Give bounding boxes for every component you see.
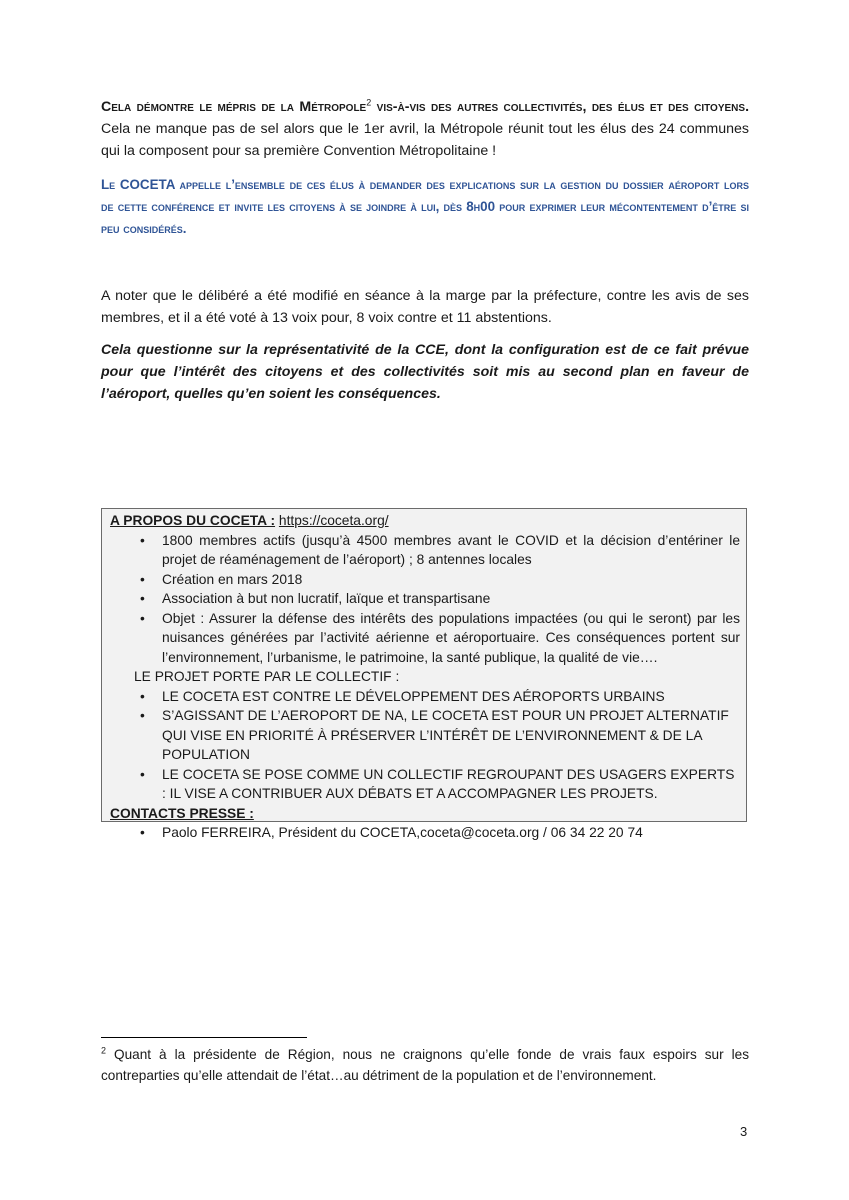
project-item: • LE COCETA SE POSE COMME UN COLLECTIF REGROUPANT DES USAGERS EXPERTS : IL VISE A CONTRIBUER AUX DÉBATS ET A ACCOMPAGNER LES PROJETS. bbox=[162, 765, 740, 804]
about-item: • 1800 membres actifs (jusqu’à 4500 membres avant le COVID et la décision d’entériner le projet de réaménagement de l’aéroport) ; 8 antennes locales bbox=[162, 531, 740, 570]
paragraph-call-to-action: Le COCETA appelle l’ensemble de ces élus à demander des explications sur la gestion du dossier aéroport lors de cette conférence et invite les citoyens à se joindre à lui, dès 8h00 pour exprimer leur mécontentement d’être si peu considérés. bbox=[101, 177, 749, 236]
footnote-marker: 2 bbox=[101, 1045, 107, 1056]
about-list bbox=[110, 531, 740, 668]
about-item: • Objet : Assurer la défense des intérêts des populations impactées (ou qui le seront) par les nuisances générées par l’activité aérienne et aéroportuaire. Ces conséquences portent sur l’environnement, l’urbanisme, le patrimoine, la santé publique, la qualité de vie…. bbox=[162, 609, 740, 668]
page-number: 3 bbox=[740, 1124, 748, 1139]
contacts-list bbox=[110, 823, 740, 843]
paragraph-lead: Cela démontre le mépris de la Métropole bbox=[101, 99, 367, 115]
about-heading-line bbox=[110, 511, 740, 531]
about-heading: A PROPOS DU COCETA : bbox=[110, 513, 276, 528]
paragraph-conclusion: Cela questionne sur la représentativité de la CCE, dont la configuration est de ce fait prévue pour que l’intérêt des citoyens et des collectivités soit mis au second plan en faveur de l’aéroport, quelles qu’en soient les conséquences. bbox=[101, 342, 749, 402]
footnote-text: Quant à la présidente de Région, nous ne craignons qu’elle fonde de vrais faux espoirs sur les contreparties qu’elle attendait de l’état…au détriment de la population et de l’environnement. bbox=[101, 1047, 749, 1083]
contacts-heading: CONTACTS PRESSE : bbox=[110, 805, 254, 821]
about-box bbox=[101, 508, 747, 840]
about-item: • Création en mars 2018 bbox=[162, 570, 740, 590]
contact-item: • Paolo FERREIRA, Président du COCETA,coceta@coceta.org / 06 34 22 20 74 bbox=[162, 823, 740, 843]
footnote-separator bbox=[101, 1037, 307, 1038]
footnote-ref[interactable]: 2 bbox=[366, 97, 372, 108]
project-label: LE PROJET PORTE PAR LE COLLECTIF : bbox=[134, 669, 400, 684]
about-item: • Association à but non lucratif, laïque et transpartisane bbox=[162, 589, 740, 609]
project-item: • LE COCETA EST CONTRE LE DÉVELOPPEMENT DES AÉROPORTS URBAINS bbox=[162, 687, 740, 707]
project-list bbox=[110, 687, 740, 804]
footnote bbox=[101, 1044, 749, 1086]
paragraph-lead-cont: vis-à-vis des autres collectivités, des élus et des citoyens. bbox=[371, 99, 750, 115]
paragraph-body: Cela ne manque pas de sel alors que le 1er avril, la Métropole réunit tout les élus des 24 communes qui la composent pour sa première Convention Métropolitaine ! bbox=[101, 121, 749, 159]
project-item: • S’AGISSANT DE L’AEROPORT DE NA, LE COCETA EST POUR UN PROJET ALTERNATIF QUI VISE EN PRIORITÉ À PRÉSERVER L’INTÉRÊT DE L’ENVIRONNEMENT & DE LA POPULATION bbox=[162, 706, 740, 765]
about-url-link[interactable]: https://coceta.org/ bbox=[278, 513, 389, 528]
paragraph-metropole bbox=[101, 96, 749, 162]
paragraph-deliberation: A noter que le délibéré a été modifié en séance à la marge par la préfecture, contre les avis de ses membres, et il a été voté à 13 voix pour, 8 voix contre et 11 abstentions. bbox=[101, 288, 749, 326]
